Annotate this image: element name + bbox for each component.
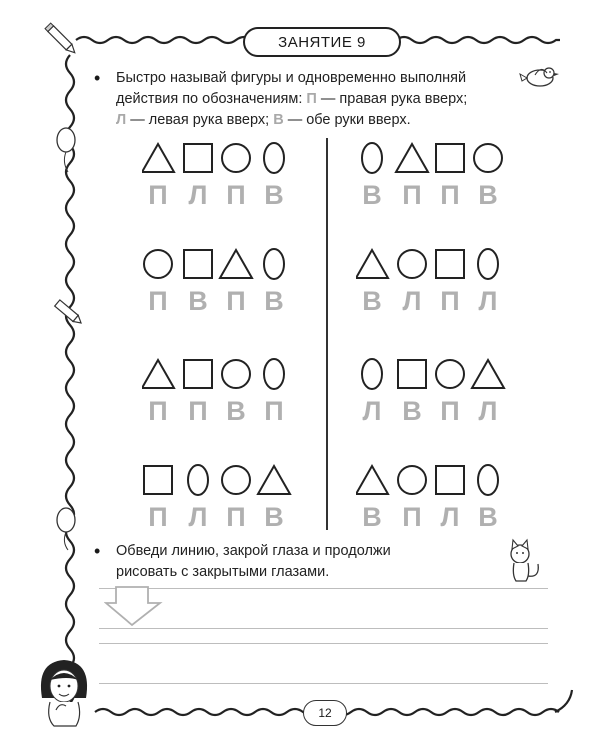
shape-task bbox=[356, 246, 506, 316]
triangle-shape bbox=[258, 466, 290, 494]
triangle-shape bbox=[142, 144, 174, 172]
action-letter: В bbox=[226, 396, 246, 426]
action-letter: П bbox=[440, 286, 460, 316]
shape-row bbox=[142, 246, 292, 282]
action-letter: В bbox=[362, 502, 382, 532]
circle-shape bbox=[474, 144, 502, 172]
pencil-icon bbox=[45, 23, 78, 56]
letter-row bbox=[356, 180, 506, 210]
shape-task bbox=[142, 140, 292, 210]
letter-row bbox=[142, 180, 292, 210]
lesson-title: ЗАНЯТИЕ 9 bbox=[243, 27, 401, 57]
tracing-line bbox=[99, 683, 548, 684]
shape-row bbox=[356, 462, 506, 498]
action-letter: П bbox=[148, 286, 168, 316]
shape-row bbox=[356, 246, 506, 282]
letter-row bbox=[356, 286, 506, 316]
action-letter: П bbox=[148, 502, 168, 532]
letter-key-l: Л bbox=[116, 112, 127, 128]
square-shape bbox=[144, 466, 172, 494]
action-letter: П bbox=[264, 396, 284, 426]
square-shape bbox=[184, 360, 212, 388]
action-letter: Л bbox=[362, 396, 382, 426]
shape-row bbox=[142, 356, 292, 392]
action-letter: В bbox=[264, 180, 284, 210]
square-shape bbox=[436, 466, 464, 494]
action-letter: В bbox=[188, 286, 208, 316]
action-letter: П bbox=[148, 180, 168, 210]
triangle-shape bbox=[356, 250, 388, 278]
oval-shape bbox=[264, 359, 284, 389]
shape-row bbox=[142, 140, 292, 176]
oval-shape bbox=[362, 143, 382, 173]
instruction-text bbox=[116, 68, 556, 131]
shape-task bbox=[142, 462, 292, 532]
triangle-shape bbox=[356, 466, 388, 494]
action-letter: Л bbox=[440, 502, 460, 532]
action-letter: П bbox=[440, 396, 460, 426]
shape-task bbox=[142, 246, 292, 316]
circle-shape bbox=[222, 144, 250, 172]
action-letter: В bbox=[362, 180, 382, 210]
action-letter: Л bbox=[478, 286, 498, 316]
action-letter: П bbox=[440, 180, 460, 210]
triangle-shape bbox=[142, 360, 174, 388]
shape-task bbox=[356, 356, 506, 426]
instruction-text-2 bbox=[116, 541, 516, 583]
action-letter: В bbox=[362, 286, 382, 316]
action-letter: П bbox=[148, 396, 168, 426]
square-shape bbox=[184, 144, 212, 172]
square-shape bbox=[436, 144, 464, 172]
action-letter: В bbox=[264, 502, 284, 532]
instruction-line: Быстро называй фигуры и одновременно выполняй bbox=[116, 70, 467, 86]
circle-shape bbox=[398, 466, 426, 494]
instruction-line: Обведи линию, закрой глаза и продолжи bbox=[116, 543, 391, 559]
circle-shape bbox=[398, 250, 426, 278]
tracing-line bbox=[99, 628, 548, 629]
letter-row bbox=[142, 502, 292, 532]
column-divider bbox=[326, 138, 328, 530]
shape-task bbox=[356, 140, 506, 210]
pencil-icon bbox=[55, 300, 84, 326]
shape-row bbox=[356, 140, 506, 176]
letter-key-v: В bbox=[273, 112, 284, 128]
instruction-line: рисовать с закрытыми глазами. bbox=[116, 564, 330, 580]
letter-row bbox=[356, 396, 506, 426]
letter-row bbox=[142, 396, 292, 426]
oval-shape bbox=[478, 465, 498, 495]
square-shape bbox=[436, 250, 464, 278]
triangle-shape bbox=[396, 144, 428, 172]
bullet: • bbox=[94, 68, 101, 88]
action-letter: Л bbox=[478, 396, 498, 426]
triangle-shape bbox=[220, 250, 252, 278]
tracing-line bbox=[99, 643, 548, 644]
oval-shape bbox=[478, 249, 498, 279]
shape-task bbox=[356, 462, 506, 532]
arrow-down-icon bbox=[104, 585, 164, 629]
circle-shape bbox=[222, 466, 250, 494]
oval-shape bbox=[264, 249, 284, 279]
bullet: • bbox=[94, 541, 101, 561]
circle-shape bbox=[436, 360, 464, 388]
action-letter: П bbox=[188, 396, 208, 426]
triangle-shape bbox=[472, 360, 504, 388]
action-letter: П bbox=[402, 502, 422, 532]
action-letter: В bbox=[478, 180, 498, 210]
shape-row bbox=[356, 356, 506, 392]
action-letter: Л bbox=[402, 286, 422, 316]
action-letter: В bbox=[402, 396, 422, 426]
circle-shape bbox=[144, 250, 172, 278]
square-shape bbox=[398, 360, 426, 388]
girl-icon bbox=[41, 660, 87, 726]
oval-shape bbox=[362, 359, 382, 389]
action-letter: П bbox=[226, 502, 246, 532]
oval-shape bbox=[264, 143, 284, 173]
action-letter: П bbox=[402, 180, 422, 210]
square-shape bbox=[184, 250, 212, 278]
action-letter: П bbox=[226, 286, 246, 316]
action-letter: Л bbox=[188, 180, 208, 210]
shape-task bbox=[142, 356, 292, 426]
tracing-line bbox=[99, 588, 548, 589]
instruction-line: действия по обозначениям: П — правая рука вверх; bbox=[116, 91, 468, 107]
action-letter: В bbox=[264, 286, 284, 316]
letter-row bbox=[142, 286, 292, 316]
action-letter: П bbox=[226, 180, 246, 210]
circle-shape bbox=[222, 360, 250, 388]
oval-shape bbox=[188, 465, 208, 495]
letter-row bbox=[356, 502, 506, 532]
instruction-line: Л — левая рука вверх; В — обе руки вверх. bbox=[116, 112, 411, 128]
action-letter: В bbox=[478, 502, 498, 532]
letter-key-p: П bbox=[306, 91, 317, 107]
page-number: 12 bbox=[303, 700, 347, 726]
action-letter: Л bbox=[188, 502, 208, 532]
shape-row bbox=[142, 462, 292, 498]
